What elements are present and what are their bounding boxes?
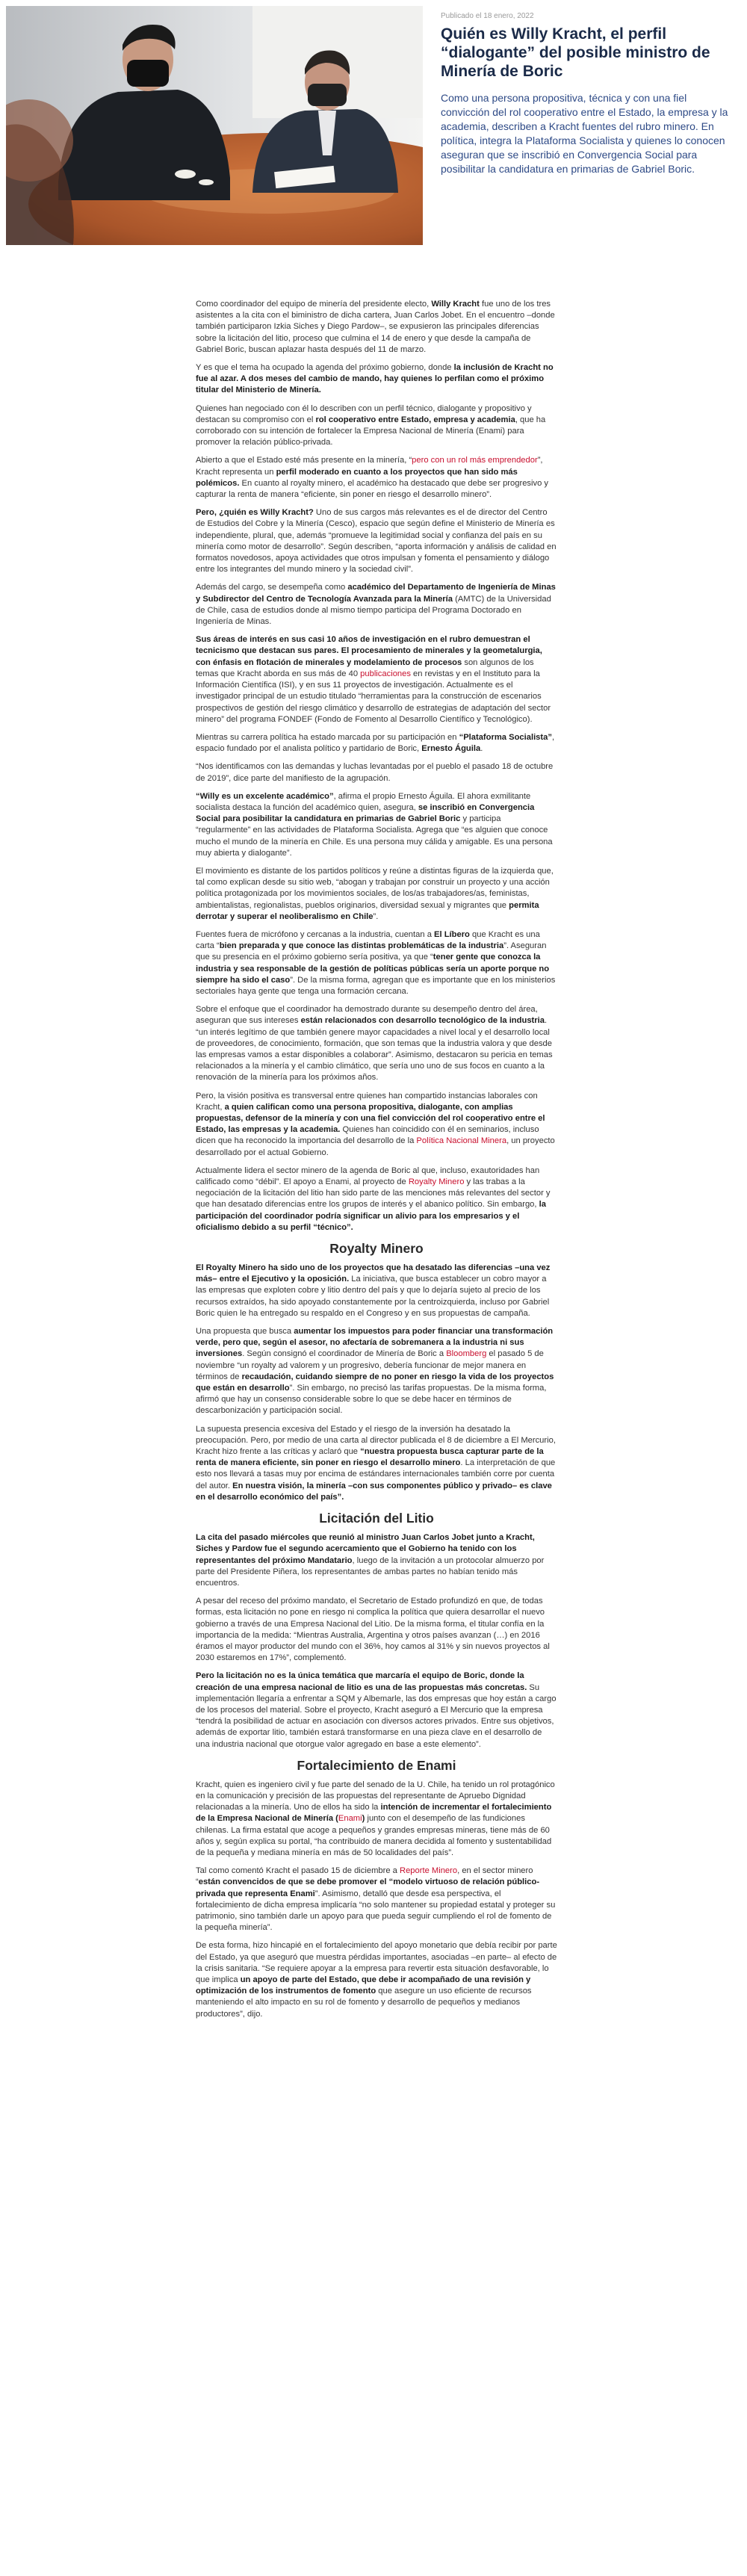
text-run: . Según consignó el coordinador de Minería de Boric a (242, 1349, 447, 1359)
text-run: y las trabas a la negociación de la licitación del litio han sido parte de las menciones más relevantes del sector y que han desatado diferencias entre los grupos de interés y el abanico político. Sin embargo, (196, 1177, 551, 1210)
hero-text (441, 12, 732, 176)
text-run: Sobre el enfoque que el coordinador ha demostrado durante su desempeño dentro del área, aseguran que sus intereses (196, 1005, 538, 1026)
text-run: Fuentes fuera de micrófono y cercanas a la industria, cuentan a (196, 929, 435, 939)
text-run: Quienes han coincidido con él en seminarios, incluso dicen que ha reconocido la importancia del desarrollo de la (196, 1125, 539, 1146)
article-body (196, 299, 557, 2027)
bold-text: la inclusión de Kracht no fue al azar. A dos meses del cambio de mando, hay quienes lo perfilan como el próximo titular del Ministerio de Minería. (196, 363, 554, 395)
bold-text: bien preparada y que conoce las distintas problemáticas de la industria (219, 941, 504, 951)
section-heading-litio: Licitación del Litio (319, 1511, 434, 1526)
paragraph (196, 1263, 557, 1319)
bold-text: están relacionados con desarrollo tecnológico de la industria (300, 1016, 545, 1026)
text-run: , en el sector minero “ (196, 1866, 533, 1887)
bold-text: “nuestra propuesta busca capturar parte de la renta de manera eficiente, sin poner en riesgo el desarrollo minero (196, 1447, 544, 1468)
bold-text: El Royalty Minero ha sido uno de los proyectos que ha desatado las diferencias –una vez más– entre el Ejecutivo y la oposición. (196, 1263, 551, 1284)
bold-text: Ernesto Águila (421, 744, 481, 754)
text-run: Como coordinador del equipo de minería del presidente electo, (196, 300, 432, 309)
paragraph (196, 866, 557, 923)
text-run: en revistas y en el Instituto para la Información Científica (ISI), y en sus 11 proyectos de investigación. Actualmente es el investigador principal de un estudio titulado “herramientas para la construcción de escenarios prospectivos de gestión del riesgo climático y desarrollo de estrategias de adaptación del sector minero” del programa FONDEF (Fondo de Fomento al Desarrollo Científico y Tecnológico). (196, 669, 551, 724)
text-run: , que ha corroborado con su intención de fortalecer la Empresa Nacional de Minería (Enami) para promover la relación público-privada. (196, 415, 546, 448)
text-run: El movimiento es distante de los partidos políticos y reúne a distintas figuras de la izquierda que, tal como explican desde su sitio web, “abogan y trabajan por construir un proyecto y una acción política protagonizada por los movimientos sociales, de los/as trabajadores/as, feministas, ambientalistas, regionalistas, pueblos originarios, diversidad sexual y migrantes que (196, 866, 554, 910)
article-title: Quién es Willy Kracht, el perfil “dialogante” del posible ministro de Minería de Boric (441, 25, 710, 80)
publication-date: Publicado el 18 enero, 2022 (441, 12, 534, 20)
text-run: Mientras su carrera política ha estado marcada por su participación en (196, 732, 459, 742)
text-run: ”, Kracht representa un (196, 456, 543, 477)
text-run: ”. Asimismo, detalló que desde esa perspectiva, el fortalecimiento de dicha empresa implicaría “no solo mantener su propiedad estatal y proteger su patrimonio, sino también darle un apoyo para que pueda seguir cumpliendo el rol de fomento de la pequeña minería”. (196, 1889, 556, 1933)
paragraph (196, 1165, 557, 1233)
bold-text: “Willy es un excelente académico” (196, 791, 334, 801)
paragraph (196, 1866, 557, 1933)
paragraph (196, 929, 557, 997)
paragraph (196, 1532, 557, 1589)
text-run: Y es que el tema ha ocupado la agenda del próximo gobierno, donde (196, 363, 454, 373)
bold-text: aumentar los impuestos para poder financiar una transformación verde, pero que, según el asesor, no afectaría de sobremanera a la industria ni sus inversiones (196, 1327, 554, 1359)
bold-text: rol cooperativo entre Estado, empresa y academia (315, 415, 515, 424)
bold-text: tener gente que conozca la industria y sea responsable de la gestión de políticas públicas sería un aporte porque no siempre ha sido el caso (196, 953, 550, 985)
paragraph (196, 1326, 557, 1417)
bold-text: “Plataforma Socialista” (459, 732, 552, 742)
text-run: que Kracht es una carta “ (196, 929, 540, 951)
text-run: , espacio fundado por el analista político y partidario de Boric, (196, 732, 555, 754)
paragraph (196, 403, 557, 449)
article-lead: Como una persona propositiva, técnica y con una fiel convicción del rol cooperativo entre el Estado, la empresa y la academia, describen a Kracht fuentes del rubro minero. En política, integra la Plataforma Socialista y quienes lo conocen aseguran que se inscribió en Convergencia Social para posibilitar la candidatura en primarias de Gabriel Boric. (441, 92, 728, 175)
inline-link[interactable]: pero con un rol más emprendedor (412, 456, 538, 465)
inline-link[interactable]: Política Nacional Minera (416, 1136, 507, 1146)
text-run: Kracht, quien es ingeniero civil y fue parte del senado de la U. Chile, ha tenido un rol protagónico en la comunicación y precisión de las propuestas del representante de Apruebo Dignidad relacionadas a la minería. Uno de ellos ha sido la (196, 1780, 555, 1812)
text-run: ”. Sin embargo, no precisó las tarifas propuestas. De la misma forma, afirmó que hay un consenso considerable sobre lo que se debe hacer en términos de descarbonización y participación social. (196, 1384, 547, 1416)
paragraph (196, 732, 557, 755)
text-run: Actualmente lidera el sector minero de la agenda de Boric al que, incluso, exautoridades han calificado como “débil”. El apoyo a Enami, al proyecto de (196, 1165, 540, 1187)
paragraph (196, 1780, 557, 1859)
text-run: ”. (373, 911, 379, 921)
text-run: A pesar del receso del próximo mandato, el Secretario de Estado profundizó en que, de todas formas, esta licitación no pone en riesgo ni complica la política que quiera desarrollar el nuevo gobierno a través de una Empresa Nacional del Litio. De la misma forma, el titular confía en la importancia de la medida: “Mientras Australia, Argentina y otros países avanzan (…) en 2016 éramos el mayor productor del mundo con el 36%, hoy camos al 31% y sin nuevos proyectos al 2030 estaremos en 17%”, complementó. (196, 1597, 550, 1663)
paragraph (196, 1940, 557, 2019)
paragraph (196, 582, 557, 628)
text-run: Quienes han negociado con él lo describen con un perfil técnico, dialogante y propositivo y destacan su compromiso con el (196, 403, 532, 424)
text-run: La iniciativa, que busca establecer un cobro mayor a las empresas que exploten cobre y litio dentro del país y que lo dejaría sujeto al precio de los recursos extraídos, ha sido apoyado constantemente por la centroizquierda, incluso por Gabriel Boric quien le ha entregado su respaldo en el Congreso y en sus propuestas de campaña. (196, 1275, 550, 1318)
inline-link[interactable]: publicaciones (360, 669, 411, 678)
text-run: (AMTC) de la Universidad de Chile, casa de estudios donde al mismo tiempo participa del Programa Doctorado en Ingeniería de Minas. (196, 594, 551, 627)
paragraph (196, 507, 557, 575)
paragraph (196, 634, 557, 725)
bold-text: intención de incrementar el fortalecimiento de la Empresa Nacional de Minería ( (196, 1803, 552, 1824)
inline-link[interactable]: Royalty Minero (408, 1177, 465, 1187)
text-run: ”. De la misma forma, agregan que es importante que en los ministerios sectoriales haya gente que tenga una formación cercana. (196, 975, 556, 996)
paragraph (196, 1091, 557, 1159)
inline-link[interactable]: Bloomberg (446, 1349, 487, 1359)
bold-text: recaudación, cuidando siempre de no poner en riesgo la vida de los proyectos que están en desarrollo (196, 1372, 554, 1393)
text-run: Una propuesta que busca (196, 1327, 294, 1337)
paragraph (196, 761, 557, 784)
paragraph (196, 791, 557, 859)
bold-text: un apoyo de parte del Estado, que debe ir acompañado de una revisión y optimización de los instrumentos de fomento (196, 1975, 531, 1996)
text-run: y participa “regularmente” en las actividades de Plataforma Socialista. Agrega que “es alguien que conoce mucho el mundo de la minería en Chile. Es una persona muy cálida y amigable. Es una persona muy abierta y dialogante”. (196, 814, 553, 858)
bold-text: El Líbero (434, 929, 470, 939)
text-run: el pasado 5 de noviembre “un royalty ad valorem y un progresivo, debería funcionar de mejor manera en términos de (196, 1349, 544, 1381)
bold-text: ) (362, 1814, 365, 1824)
text-run: son algunos de los temas que Kracht aborda en sus más de 40 (196, 657, 534, 678)
section-heading-enami: Fortalecimiento de Enami (297, 1757, 456, 1773)
bold-text: Pero, ¿quién es Willy Kracht? (196, 508, 314, 518)
section-heading-royalty: Royalty Minero (329, 1241, 424, 1257)
paragraph (196, 455, 557, 501)
bold-text: a quien califican como una persona propositiva, dialogante, con amplias propuestas, defensor de la minería y con una fiel convicción del rol cooperativo entre el Estado, las empresas y la academia. (196, 1102, 545, 1135)
inline-link[interactable]: Enami (338, 1814, 362, 1824)
text-run: ”. Aseguran que su presencia en el próximo gobierno sería positiva, ya que “ (196, 941, 547, 962)
text-run: . “un interés legítimo de que también genere mayor capacidades a nivel local y el desarrollo local de proveedores, de conocimiento, formación, que son temas que la industria valora y que desde las empresas vamos a estar disponibles a colaborar”. Asimismo, destacaron su pericia en temas relacionados a la minería y el cambio climático, que sería uno uno de sus focos en cuanto a la renovación de la minería para los próximos años. (196, 1016, 553, 1083)
hero-photo (6, 6, 423, 245)
text-run: Uno de sus cargos más relevantes es el de director del Centro de Estudios del Cobre y la Minería (Cesco), espacio que según define el Ministerio de Minería es independiente, plural, que, además “promueve la legitimidad social y confianza del país en su minería como motor de desarrollo”. Según describen, “aporta información y análisis de calidad en formatos novedosos, apoya actividades que otros impulsan y fomenta el pensamiento y diálogo entre los integrantes del mundo minero y la sociedad civil”. (196, 508, 557, 575)
text-run: De esta forma, hizo hincapié en el fortalecimiento del apoyo monetario que debía recibir por parte del Estado, ya que aseguró que muestra pérdidas importantes, asociadas –en parte– al efecto de la crisis sanitaria. “Se requiere apoyar a la empresa para revertir esta situación desfavorable, lo que implica (196, 1941, 557, 1984)
paragraph (196, 1424, 557, 1503)
bold-text: permita derrotar y superar el neoliberalismo en Chile (196, 900, 539, 921)
text-run: fue uno de los tres asistentes a la cita con el biministro de dicha cartera, Juan Carlos Jobet. En el encuentro –donde también participaron Izkia Siches y Diego Pardow–, se expusieron las principales diferencias sobre la licitación del litio, proceso que culmina el 14 de enero y que desde la campaña de Gabriel Boric, buscan aplazar hasta después del 11 de marzo. (196, 300, 555, 354)
text-run: Tal como comentó Kracht el pasado 15 de diciembre a (196, 1866, 400, 1876)
text-run: En cuanto al royalty minero, el académico ha destacado que debe ser progresivo y capturar la renta de manera “eficiente, sin poner en riesgo el desarrollo minero”. (196, 478, 549, 500)
text-run: Además del cargo, se desempeña como (196, 583, 348, 592)
meeting-photo-illustration (6, 6, 423, 245)
bold-text: la participación del coordinador podría significar un alivio para los empresarios y el oficialismo debido a su perfil “técnico”. (196, 1200, 546, 1232)
article-hero (0, 0, 747, 247)
text-run: Pero, la visión positiva es transversal entre quienes han compartido instancias laborales con Kracht, (196, 1091, 538, 1112)
text-run: “Nos identificamos con las demandas y luchas levantadas por el pueblo el pasado 18 de octubre de 2019”, dice parte del manifiesto de la agrupación. (196, 762, 554, 783)
paragraph (196, 299, 557, 356)
bold-text: Pero la licitación no es la única temática que marcaría el equipo de Boric, donde la creación de una empresa nacional de litio es una de las propuestas más concretas. (196, 1671, 527, 1692)
bold-text: Willy Kracht (431, 300, 480, 309)
text-run: . (480, 744, 483, 754)
paragraph (196, 1671, 557, 1750)
bold-text: académico del Departamento de Ingeniería de Minas y Subdirector del Centro de Tecnología Avanzada para la Minería (196, 583, 556, 604)
paragraph (196, 1596, 557, 1664)
text-run: Abierto a que el Estado esté más presente en la minería, “ (196, 456, 412, 465)
text-run: , afirma el propio Ernesto Águila. El ahora exmilitante socialista destaca la función del académico quien, asegura, (196, 791, 531, 812)
text-run: , un proyecto desarrollado por el actual Gobierno. (196, 1136, 555, 1157)
text-run: La supuesta presencia excesiva del Estado y el riesgo de la inversión ha desatado la preocupación. Pero, por medio de una carta al director publicada el 8 de diciembre a El Mercurio, Kracht hizo frente a las críticas y aclaró que (196, 1424, 556, 1457)
paragraph (196, 1004, 557, 1083)
text-run: . La interpretación de que esto nos llevará a tasas muy por encima de estándares internacionales también corre por cuenta del autor. (196, 1458, 556, 1490)
bold-text: Sus áreas de interés en sus casi 10 años de investigación en el rubro demuestran el tecnicismo que destacan sus pares. El procesamiento de minerales y la geometalurgia, con énfasis en flotación de minerales y modelamiento de procesos (196, 635, 542, 667)
text-run: junto con el desempeño de las fundiciones chilenas. La firma estatal que acoge a pequeños y grandes empresas mineras, tiene más de 60 años y, según explica su portal, “ha contribuido de manera decidida al fomento y sustentabilidad de la pequeña y mediana minería en más de 50 localidades del país”. (196, 1814, 552, 1857)
text-run: , luego de la invitación a un protocolar almuerzo por parte del Presidente Piñera, los representantes de ambas partes no habían tenido más encuentros. (196, 1555, 545, 1588)
text-run: que asegure un uso eficiente de recursos manteniendo el alto impacto en su rol de fomento y desarrollo de pequeños y medianos productores”, dijo. (196, 1987, 532, 2019)
bold-text: La cita del pasado miércoles que reunió al ministro Juan Carlos Jobet junto a Kracht, Siches y Pardow fue el segundo acercamiento que el Gobierno ha tenido con los representantes del próximo Mandatario (196, 1533, 535, 1565)
text-run: Su implementación llegaría a enfrentar a SQM y Albemarle, las dos empresas que hoy están a cargo de los procesos del material. Sobre el proyecto, Kracht aseguró a El Mercurio que la empresa “tendrá la posibilidad de actuar en asociación con diversos actores privados. Entre sus objetivos, además de exportar litio, también estará transformarse en una pieza clave en el desarrollo de una industria nacional que otorgue valor agregado en base a este elemento”. (196, 1682, 557, 1749)
bold-text: En nuestra visión, la minería –con sus componentes público y privado– es clave en el desarrollo económico del país”. (196, 1481, 552, 1502)
bold-text: perfil moderado en cuanto a los proyectos que han sido más polémicos. (196, 467, 518, 488)
paragraph (196, 362, 557, 397)
inline-link[interactable]: Reporte Minero (400, 1866, 458, 1876)
bold-text: están convencidos de que se debe promover el “modelo virtuoso de relación público-privada que representa Enami (196, 1877, 540, 1898)
bold-text: se inscribió en Convergencia Social para posibilitar la candidatura en primarias de Gabriel Boric (196, 802, 535, 824)
